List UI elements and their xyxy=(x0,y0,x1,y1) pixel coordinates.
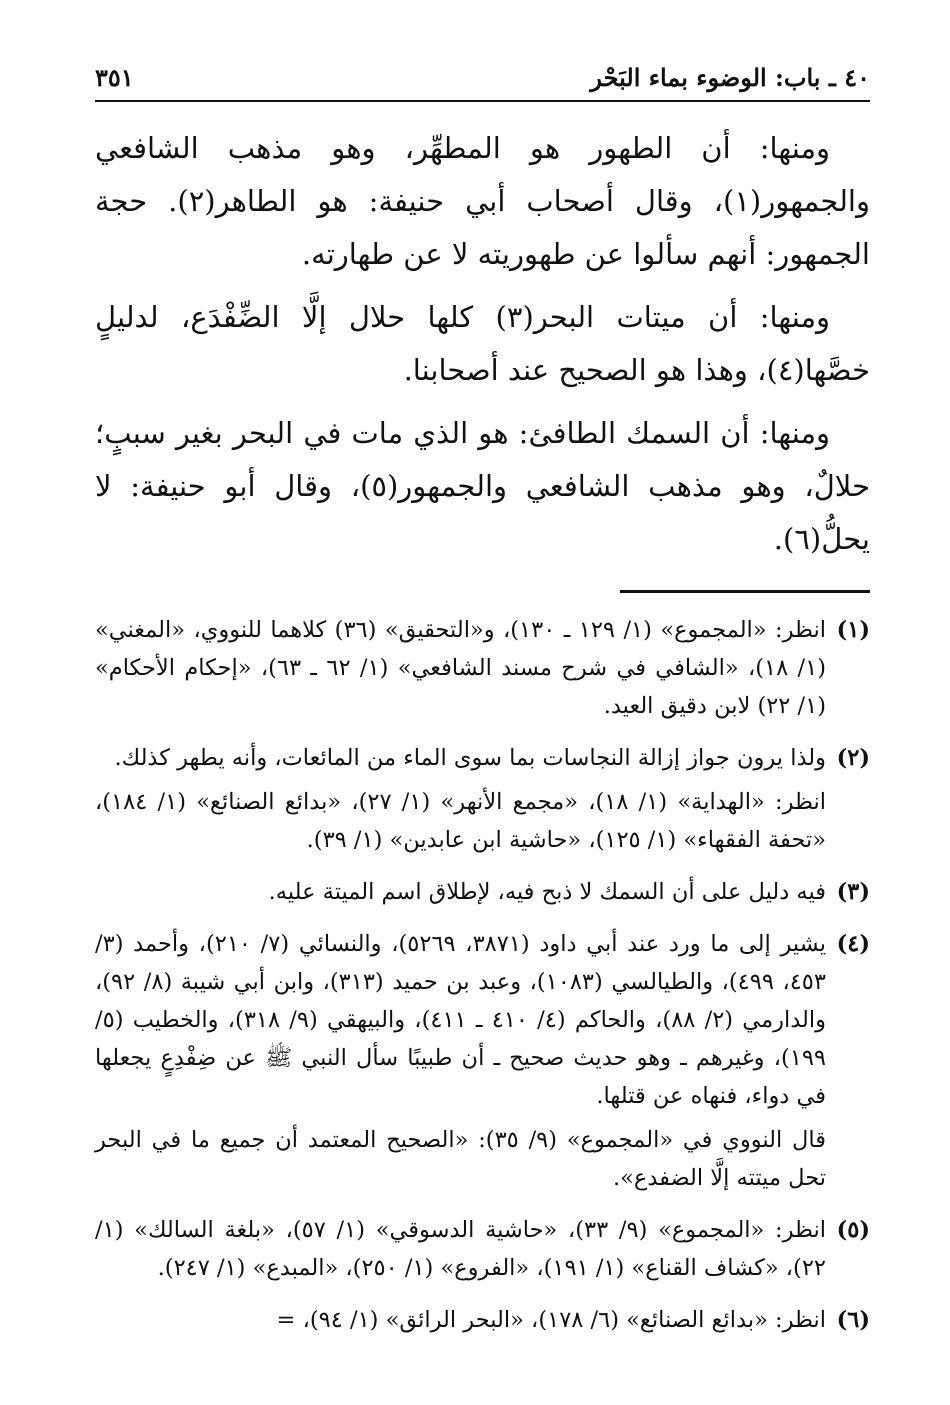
footnote xyxy=(95,873,870,917)
footnote-line: انظر: «المجموع» (٩/ ٣٣)، «حاشية الدسوقي» (١/ ٥٧)، «بلغة السالك» (١/ ٢٢)، «كشاف القناع» (١/ ١٩١)، «الفروع» (١/ ٢٥٠)، «المبدع» (١/ ٢٤٧). xyxy=(95,1217,826,1281)
footnote-number: (٣) xyxy=(836,879,870,905)
footnote-line: ولذا يرون جواز إزالة النجاسات بما سوى الماء من المائعات، وأنه يطهر كذلك. xyxy=(114,745,826,771)
footnote xyxy=(95,1301,870,1345)
paragraph: ومنها: أن السمك الطافئ: هو الذي مات في البحر بغير سببٍ؛ حلالٌ، وهو مذهب الشافعي والجمهور(٥)، وقال أبو حنيفة: لا يحلُّ(٦). xyxy=(95,416,871,556)
footnote xyxy=(95,739,870,865)
footnote-number: (٦) xyxy=(836,1307,870,1333)
main-text xyxy=(95,122,870,566)
paragraph: ومنها: أن الطهور هو المطهِّر، وهو مذهب الشافعي والجمهور(١)، وقال أصحاب أبي حنيفة: هو الطاهر(٢). حجة الجمهور: أنهم سألوا عن طهوريته لا عن طهارته. xyxy=(95,131,870,271)
footnote-text xyxy=(95,873,826,917)
footnote-line: قال النووي في «المجموع» (٩/ ٣٥): «الصحيح المعتمد أن جميع ما في البحر تحل ميتته إلَّا الضفدع». xyxy=(95,1127,827,1191)
footnote-text xyxy=(95,925,826,1203)
footnote xyxy=(95,1211,870,1293)
footnote-text xyxy=(95,611,826,731)
footnote-line: انظر: «الهداية» (١/ ١٨)، «مجمع الأنهر» (١/ ٢٧)، «بدائع الصنائع» (١/ ١٨٤)، «تحفة الفقهاء» (١/ ١٢٥)، «حاشية ابن عابدين» (١/ ٣٩). xyxy=(95,789,826,853)
header-divider xyxy=(95,100,870,102)
footnote-number: (٢) xyxy=(836,745,870,771)
book-page xyxy=(95,52,870,1353)
footnote-number: (٥) xyxy=(836,1217,870,1243)
footnote xyxy=(95,925,870,1203)
footnote-text xyxy=(95,739,826,865)
footnote xyxy=(95,611,870,731)
footnote-number: (٤) xyxy=(836,931,870,957)
footnote-text xyxy=(95,1301,826,1345)
footnote-line: يشير إلى ما ورد عند أبي داود (٣٨٧١، ٥٢٦٩)، والنسائي (٧/ ٢١٠)، وأحمد (٣/ ٤٥٣، ٤٩٩)، والطيالسي (١٠٨٣)، وعبد بن حميد (٣١٣)، وابن أبي شيبة (٨/ ٩٢)، والدارمي (٢/ ٨٨)، والحاكم (٤/ ٤١٠ ـ ٤١١)، والبيهقي (٩/ ٣١٨)، والخطيب (٥/ ١٩٩)، وغيرهم ـ وهو حديث صحيح ـ أن طبيبًا سأل النبي ﷺ عن ضِفْدِعٍ يجعلها في دواء، فنهاه عن قتلها. xyxy=(95,931,827,1109)
footnotes xyxy=(95,611,870,1345)
footnote-line: فيه دليل على أن السمك لا ذبح فيه، لإطلاق اسم الميتة عليه. xyxy=(268,879,826,905)
footnote-divider xyxy=(620,590,870,593)
chapter-title: ٤٠ ـ باب: الوضوء بماء البَحْر xyxy=(590,63,870,92)
page-number: ٣٥١ xyxy=(95,63,134,92)
footnote-text xyxy=(95,1211,826,1293)
page-header xyxy=(95,52,870,92)
paragraph: ومنها: أن ميتات البحر(٣) كلها حلال إلَّا الضِّفْدَع، لدليلٍ خصَّها(٤)، وهذا هو الصحيح عند أصحابنا. xyxy=(95,300,870,387)
footnote-number: (١) xyxy=(836,617,870,643)
footnote-line: انظر: «المجموع» (١/ ١٢٩ ـ ١٣٠)، و«التحقيق» (٣٦) كلاهما للنووي، «المغني» (١/ ١٨)، «الشافي في شرح مسند الشافعي» (١/ ٦٢ ـ ٦٣)، «إحكام الأحكام» (١/ ٢٢) لابن دقيق العيد. xyxy=(95,617,827,719)
footnote-line: انظر: «بدائع الصنائع» (٦/ ١٧٨)، «البحر الرائق» (١/ ٩٤)، = xyxy=(276,1307,826,1333)
